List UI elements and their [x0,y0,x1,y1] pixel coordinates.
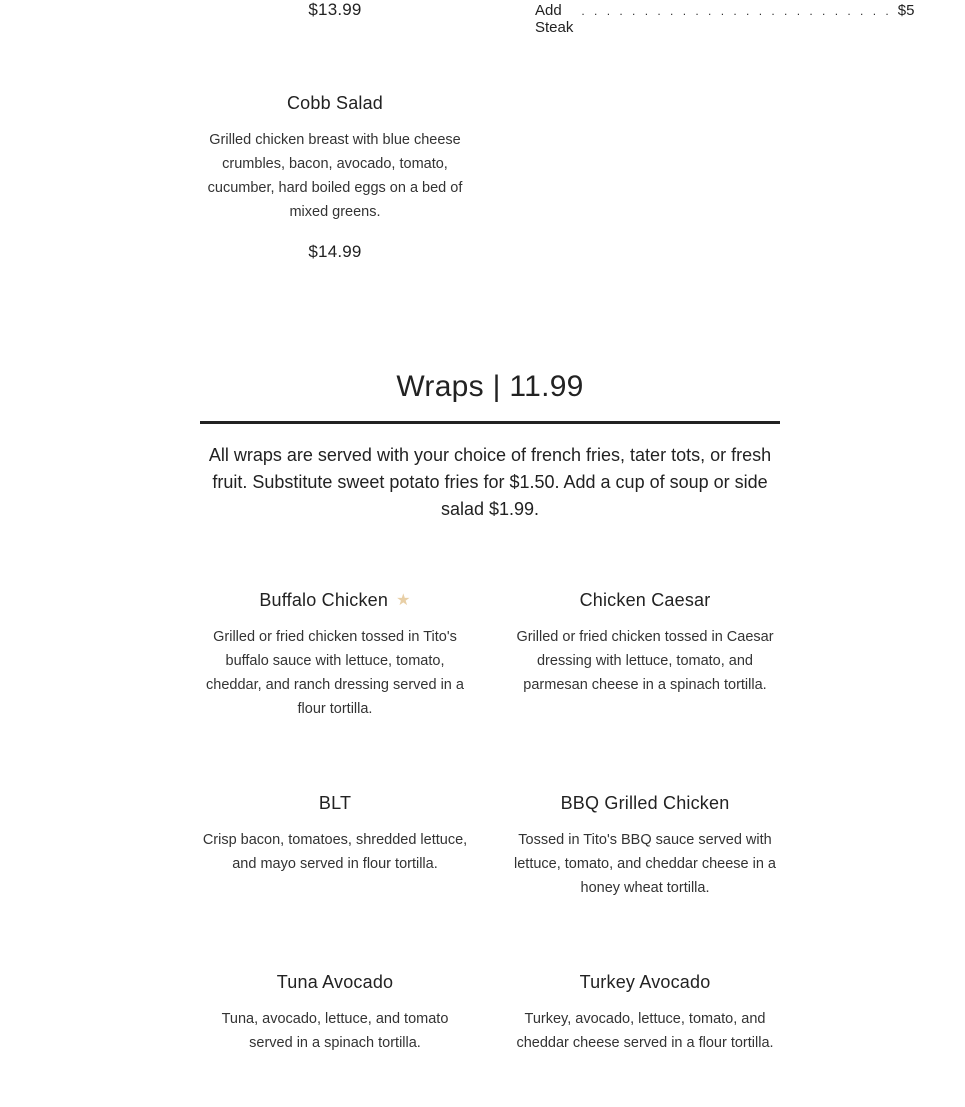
star-icon: ★ [396,592,411,609]
menu-item-chicken-caesar [510,590,780,697]
menu-item-blt [200,793,470,876]
menu-item-cobb-salad [200,93,470,262]
item-description: Grilled or fried chicken tossed in Tito's buffalo sauce with lettuce, tomato, cheddar, and ranch dressing served in a flour tortilla. [206,629,464,717]
item-title: Chicken Caesar [579,590,711,610]
item-title: BBQ Grilled Chicken [560,793,730,813]
item-title: Turkey Avocado [579,972,711,992]
item-title: Cobb Salad [286,93,384,113]
addon-row-steak [535,2,915,36]
item-title: Tuna Avocado [276,972,394,992]
item-description: Turkey, avocado, lettuce, tomato, and cheddar cheese served in a flour tortilla. [516,1011,774,1051]
item-description: Grilled chicken breast with blue cheese crumbles, bacon, avocado, tomato, cucumber, hard boiled eggs on a bed of mixed greens. [207,132,463,220]
addon-label: Add Steak [535,2,574,36]
item-description: Tossed in Tito's BBQ sauce served with lettuce, tomato, and cheddar cheese in a honey wheat tortilla. [514,832,776,896]
section-title-wraps: Wraps | 11.99 [396,370,584,403]
menu-item-tuna-avocado [200,972,470,1055]
item-description: Tuna, avocado, lettuce, and tomato served in a spinach tortilla. [221,1011,449,1051]
menu-item-turkey-avocado [510,972,780,1055]
previous-item-price: $13.99 [308,0,362,19]
menu-item-buffalo-chicken [200,590,470,721]
menu-item-bbq-grilled-chicken [510,793,780,900]
item-title: Buffalo Chicken [259,590,389,610]
addon-leader-dots: . . . . . . . . . . . . . . . . . . . . . . . . . [581,4,892,18]
item-title-row [200,590,470,611]
section-divider [200,421,780,424]
item-title: BLT [318,793,352,813]
addon-price: $5 [897,2,915,19]
section-note: All wraps are served with your choice of french fries, tater tots, or fresh fruit. Substitute sweet potato fries for $1.50. Add a cup of soup or side salad $1.99. [208,445,772,519]
item-description: Crisp bacon, tomatoes, shredded lettuce, and mayo served in flour tortilla. [202,832,468,872]
item-price: $14.99 [308,242,362,261]
item-description: Grilled or fried chicken tossed in Caesar dressing with lettuce, tomato, and parmesan cheese in a spinach tortilla. [516,629,774,693]
